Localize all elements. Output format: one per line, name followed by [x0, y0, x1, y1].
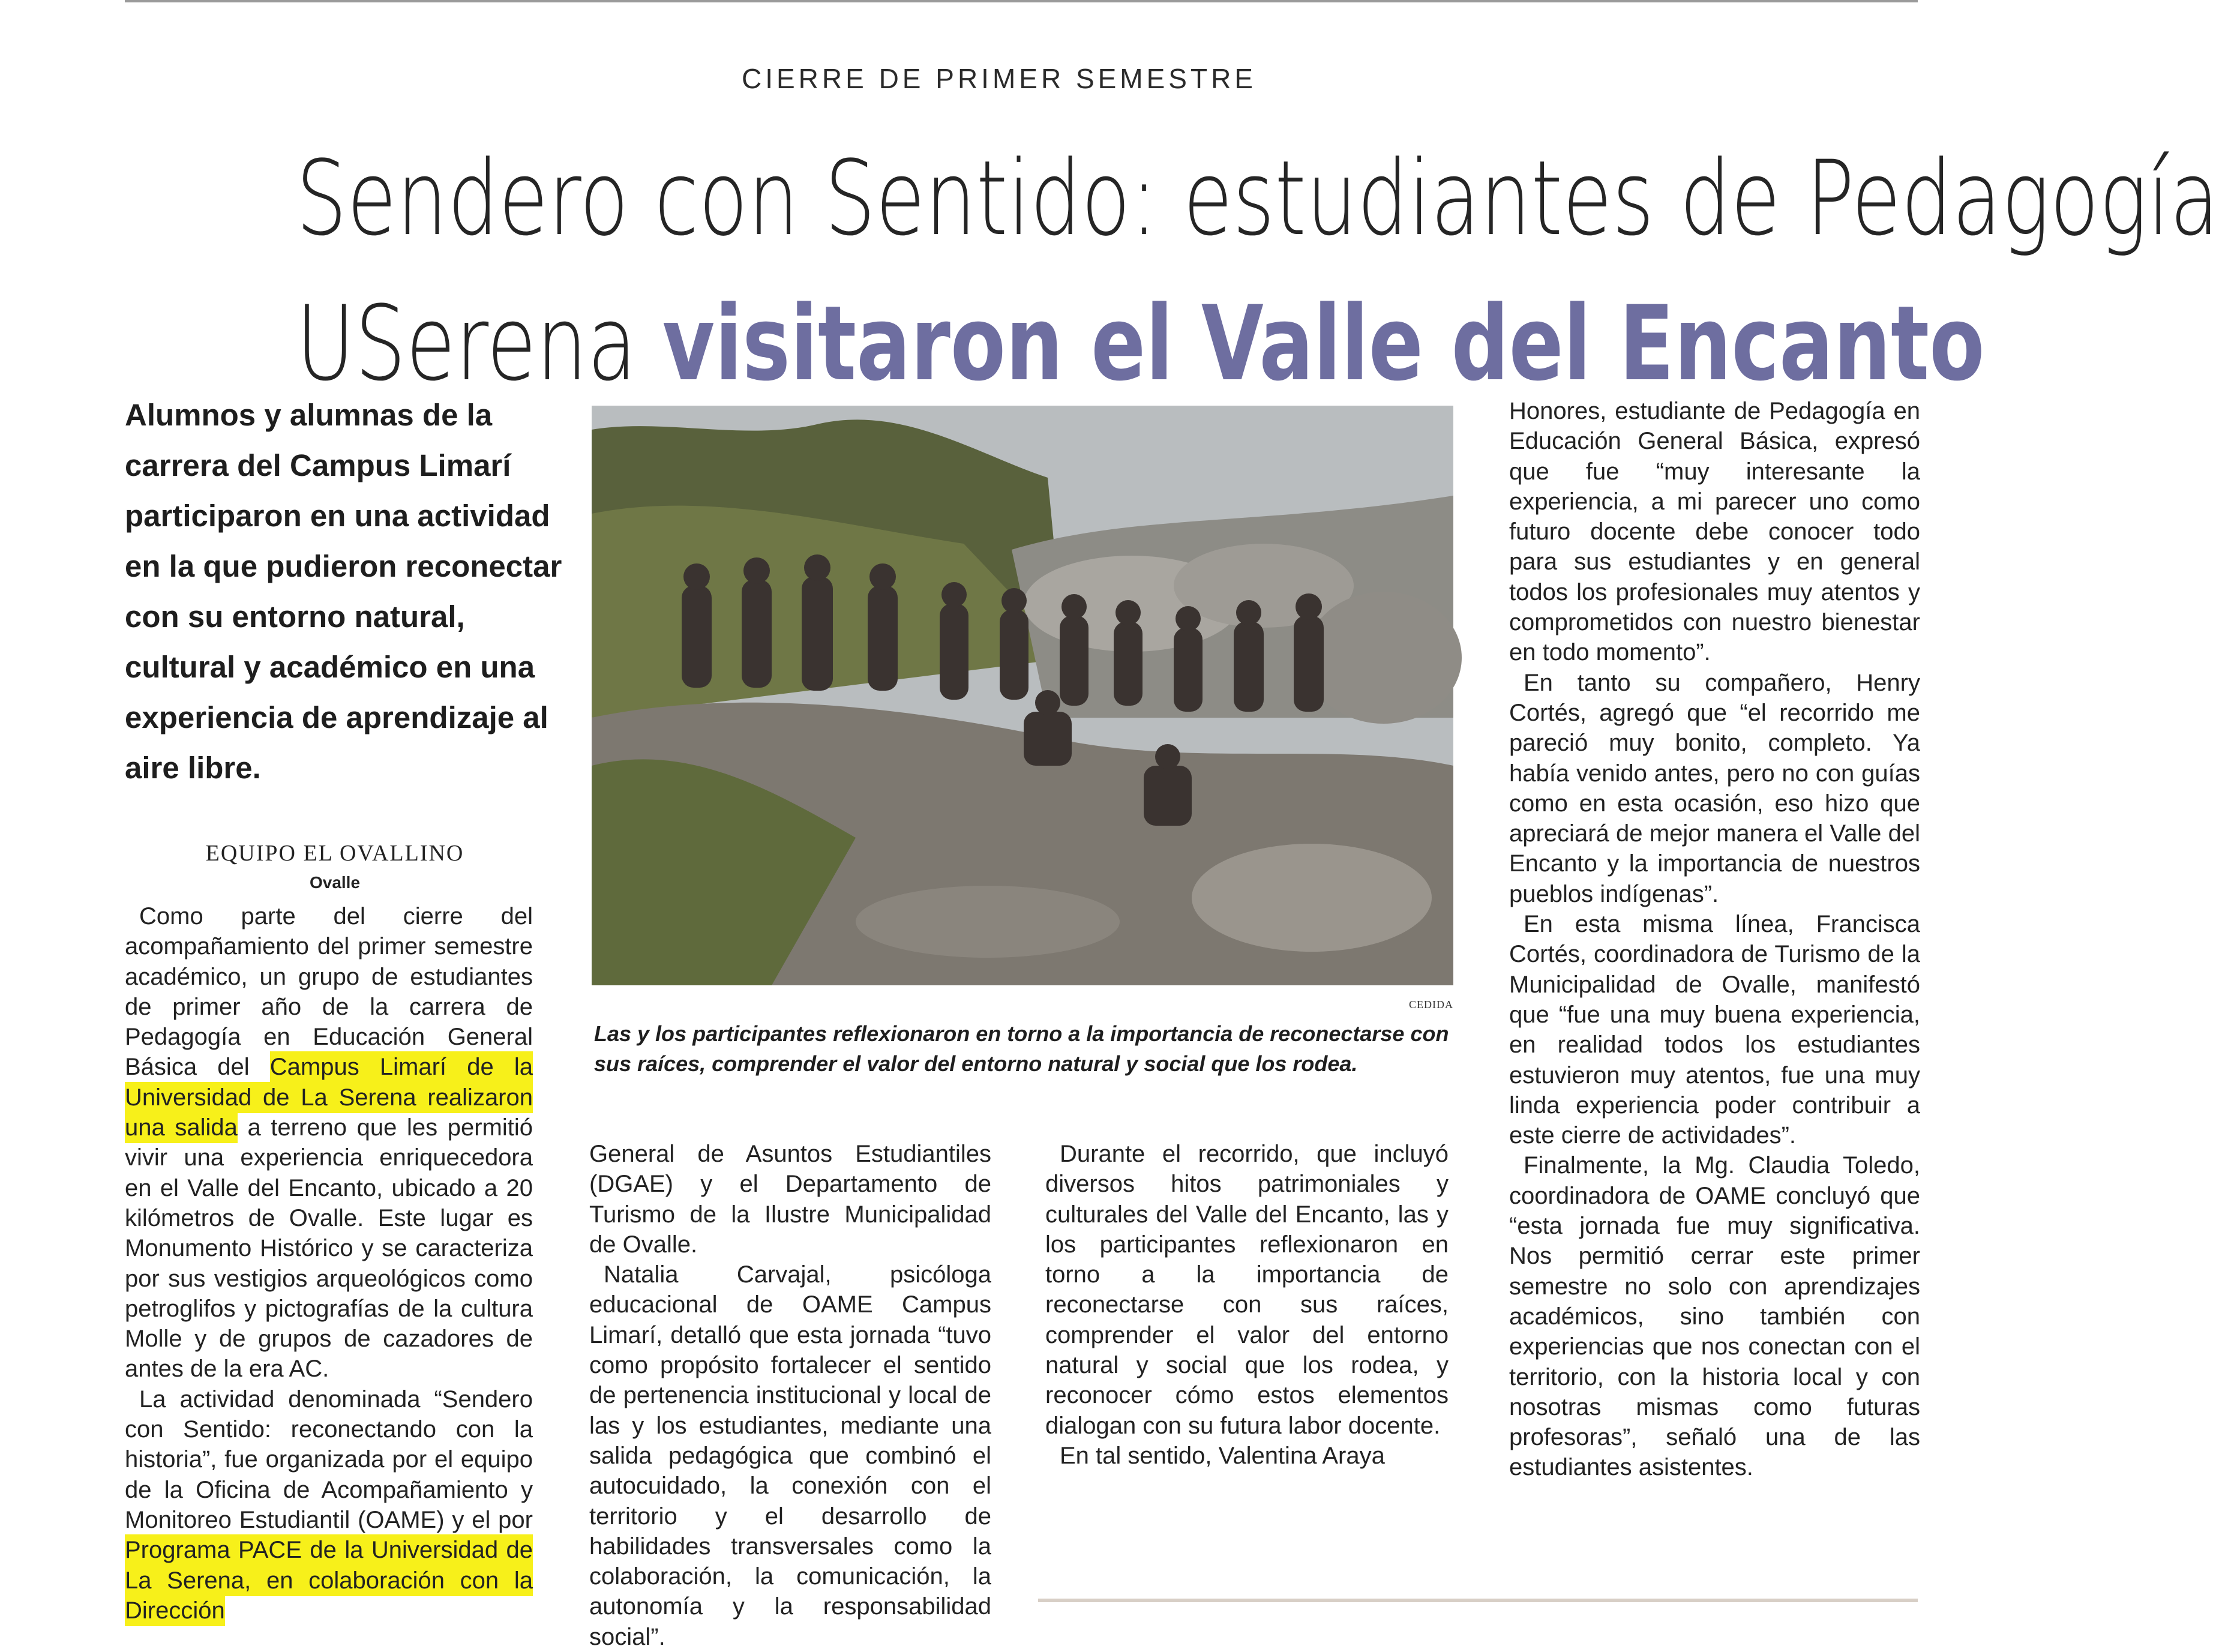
paragraph-5-continued: Honores, estudiante de Pedagogía en Educación General Básica, expresó que fue “muy interesante la experiencia, a mi parecer uno como futuro docente debe conocer todo para sus estudiantes y en general todos los profesionales muy atentos y comprometidos con nuestro bienestar en todo momento”.: [1509, 398, 1920, 666]
headline-accent: visitaron el Valle del Encanto: [662, 283, 1985, 404]
bottom-rule: [1038, 1599, 1918, 1602]
group-photo-illustration: [592, 406, 1453, 985]
paragraph-2-start: La actividad denominada “Sendero con Sentido: reconectando con la historia”, fue organizada por el equipo de la Oficina de Acompañamiento y Monitoreo Estudiantil (OAME) y el por: [125, 1386, 533, 1533]
body-column-2: [589, 1139, 991, 1652]
highlight-programa-pace: Programa PACE de la Universidad de La Serena, en colaboración con la Dirección: [125, 1534, 533, 1626]
paragraph-7: En esta misma línea, Francisca Cortés, coordinadora de Turismo de la Municipalidad de Ovalle, manifestó que “fue una muy buena experiencia, en realidad todos los estudiantes estuvieron muy atentos, fue una muy linda experiencia poder contribuir a este cierre de actividades”.: [1509, 911, 1920, 1149]
paragraph-8: Finalmente, la Mg. Claudia Toledo, coordinadora de OAME concluyó que “esta jornada fue muy significativa. Nos permitió cerrar este primer semestre no solo con aprendizajes académicos, sino también con experiencias que nos conectan con el territorio, con la historia local y con nosotras mismas como futuras profesoras”, señaló una de las estudiantes asistentes.: [1509, 1152, 1920, 1481]
paragraph-6: En tanto su compañero, Henry Cortés, agregó que “el recorrido me pareció muy bonito, completo. Ya había venido antes, pero no con guías como en esta ocasión, eso hizo que apreciará de mejor manera el Valle del Encanto y la importancia de nuestros pueblos indígenas”.: [1509, 669, 1920, 907]
paragraph-1: [125, 901, 533, 1384]
lead-paragraph: Alumnos y alumnas de la carrera del Campus Limarí participaron en una actividad en la que pudieron reconectar con su entorno natural, cultural y académico en una experiencia de aprendizaje al aire libre.: [125, 398, 562, 785]
headline-plain: USerena: [296, 283, 662, 404]
headline-line-1: Sendero con Sentido: estudiantes de Pedagogía: [296, 138, 2219, 259]
byline: EQUIPO EL OVALLINO: [205, 841, 464, 866]
photo-caption: Las y los participantes reflexionaron en torno a la importancia de reconectarse con sus raíces, comprender el valor del entorno natural y social que los rodea.: [594, 1021, 1449, 1076]
photo-credit: CEDIDA: [1409, 999, 1453, 1011]
paragraph-2: [125, 1384, 533, 1626]
paragraph-4: Durante el recorrido, que incluyó diversos hitos patrimoniales y culturales del Valle del Encanto, las y los participantes reflexionaron en torno a la importancia de reconectarse con sus raíces, comprender el valor del entorno natural y social que los rodea, y reconocer cómo estos elementos dialogan con su futura labor docente.: [1045, 1141, 1449, 1439]
section-kicker: CIERRE DE PRIMER SEMESTRE: [742, 63, 1257, 94]
body-column-1: [125, 901, 533, 1626]
body-column-4: [1509, 396, 1920, 1483]
dateline-place: Ovalle: [309, 873, 361, 892]
group-photo: [592, 406, 1453, 985]
top-rule: [125, 0, 1918, 2]
paragraph-1-start: Como parte del cierre del acompañamiento del primer semestre académico, un grupo de estudiantes de primer año de la carrera de Pedagogía en Educación General Básica del: [125, 903, 533, 1081]
headline: [296, 126, 2219, 416]
paragraph-3: Natalia Carvajal, psicóloga educacional de OAME Campus Limarí, detalló que esta jornada “tuvo como propósito fortalecer el sentido de pertenencia institucional y local de las y los estudiantes, mediante una salida pedagógica que combinó el autocuidado, la conexión con el territorio y el desarrollo de habilidades transversales como la colaboración, la comunicación, la autonomía y la responsabilidad social”.: [589, 1261, 991, 1650]
paragraph-5-start: En tal sentido, Valentina Araya: [1060, 1442, 1385, 1469]
highlight-campus-limari: Campus Limarí de la Universidad de La Serena realizaron una salida: [125, 1051, 533, 1143]
paragraph-1-end: a terreno que les permitió vivir una experiencia enriquecedora en el Valle del Encanto, ubicado a 20 kilómetros de Ovalle. Este lugar es Monumento Histórico y se caracteriza por sus vestigios arqueológicos como petroglifos y pictografías de la cultura Molle y de grupos de cazadores de antes de la era AC.: [125, 1114, 533, 1383]
paragraph-2-continued: General de Asuntos Estudiantiles (DGAE) y el Departamento de Turismo de la Ilustre Municipalidad de Ovalle.: [589, 1141, 991, 1258]
body-column-3: [1045, 1139, 1449, 1471]
